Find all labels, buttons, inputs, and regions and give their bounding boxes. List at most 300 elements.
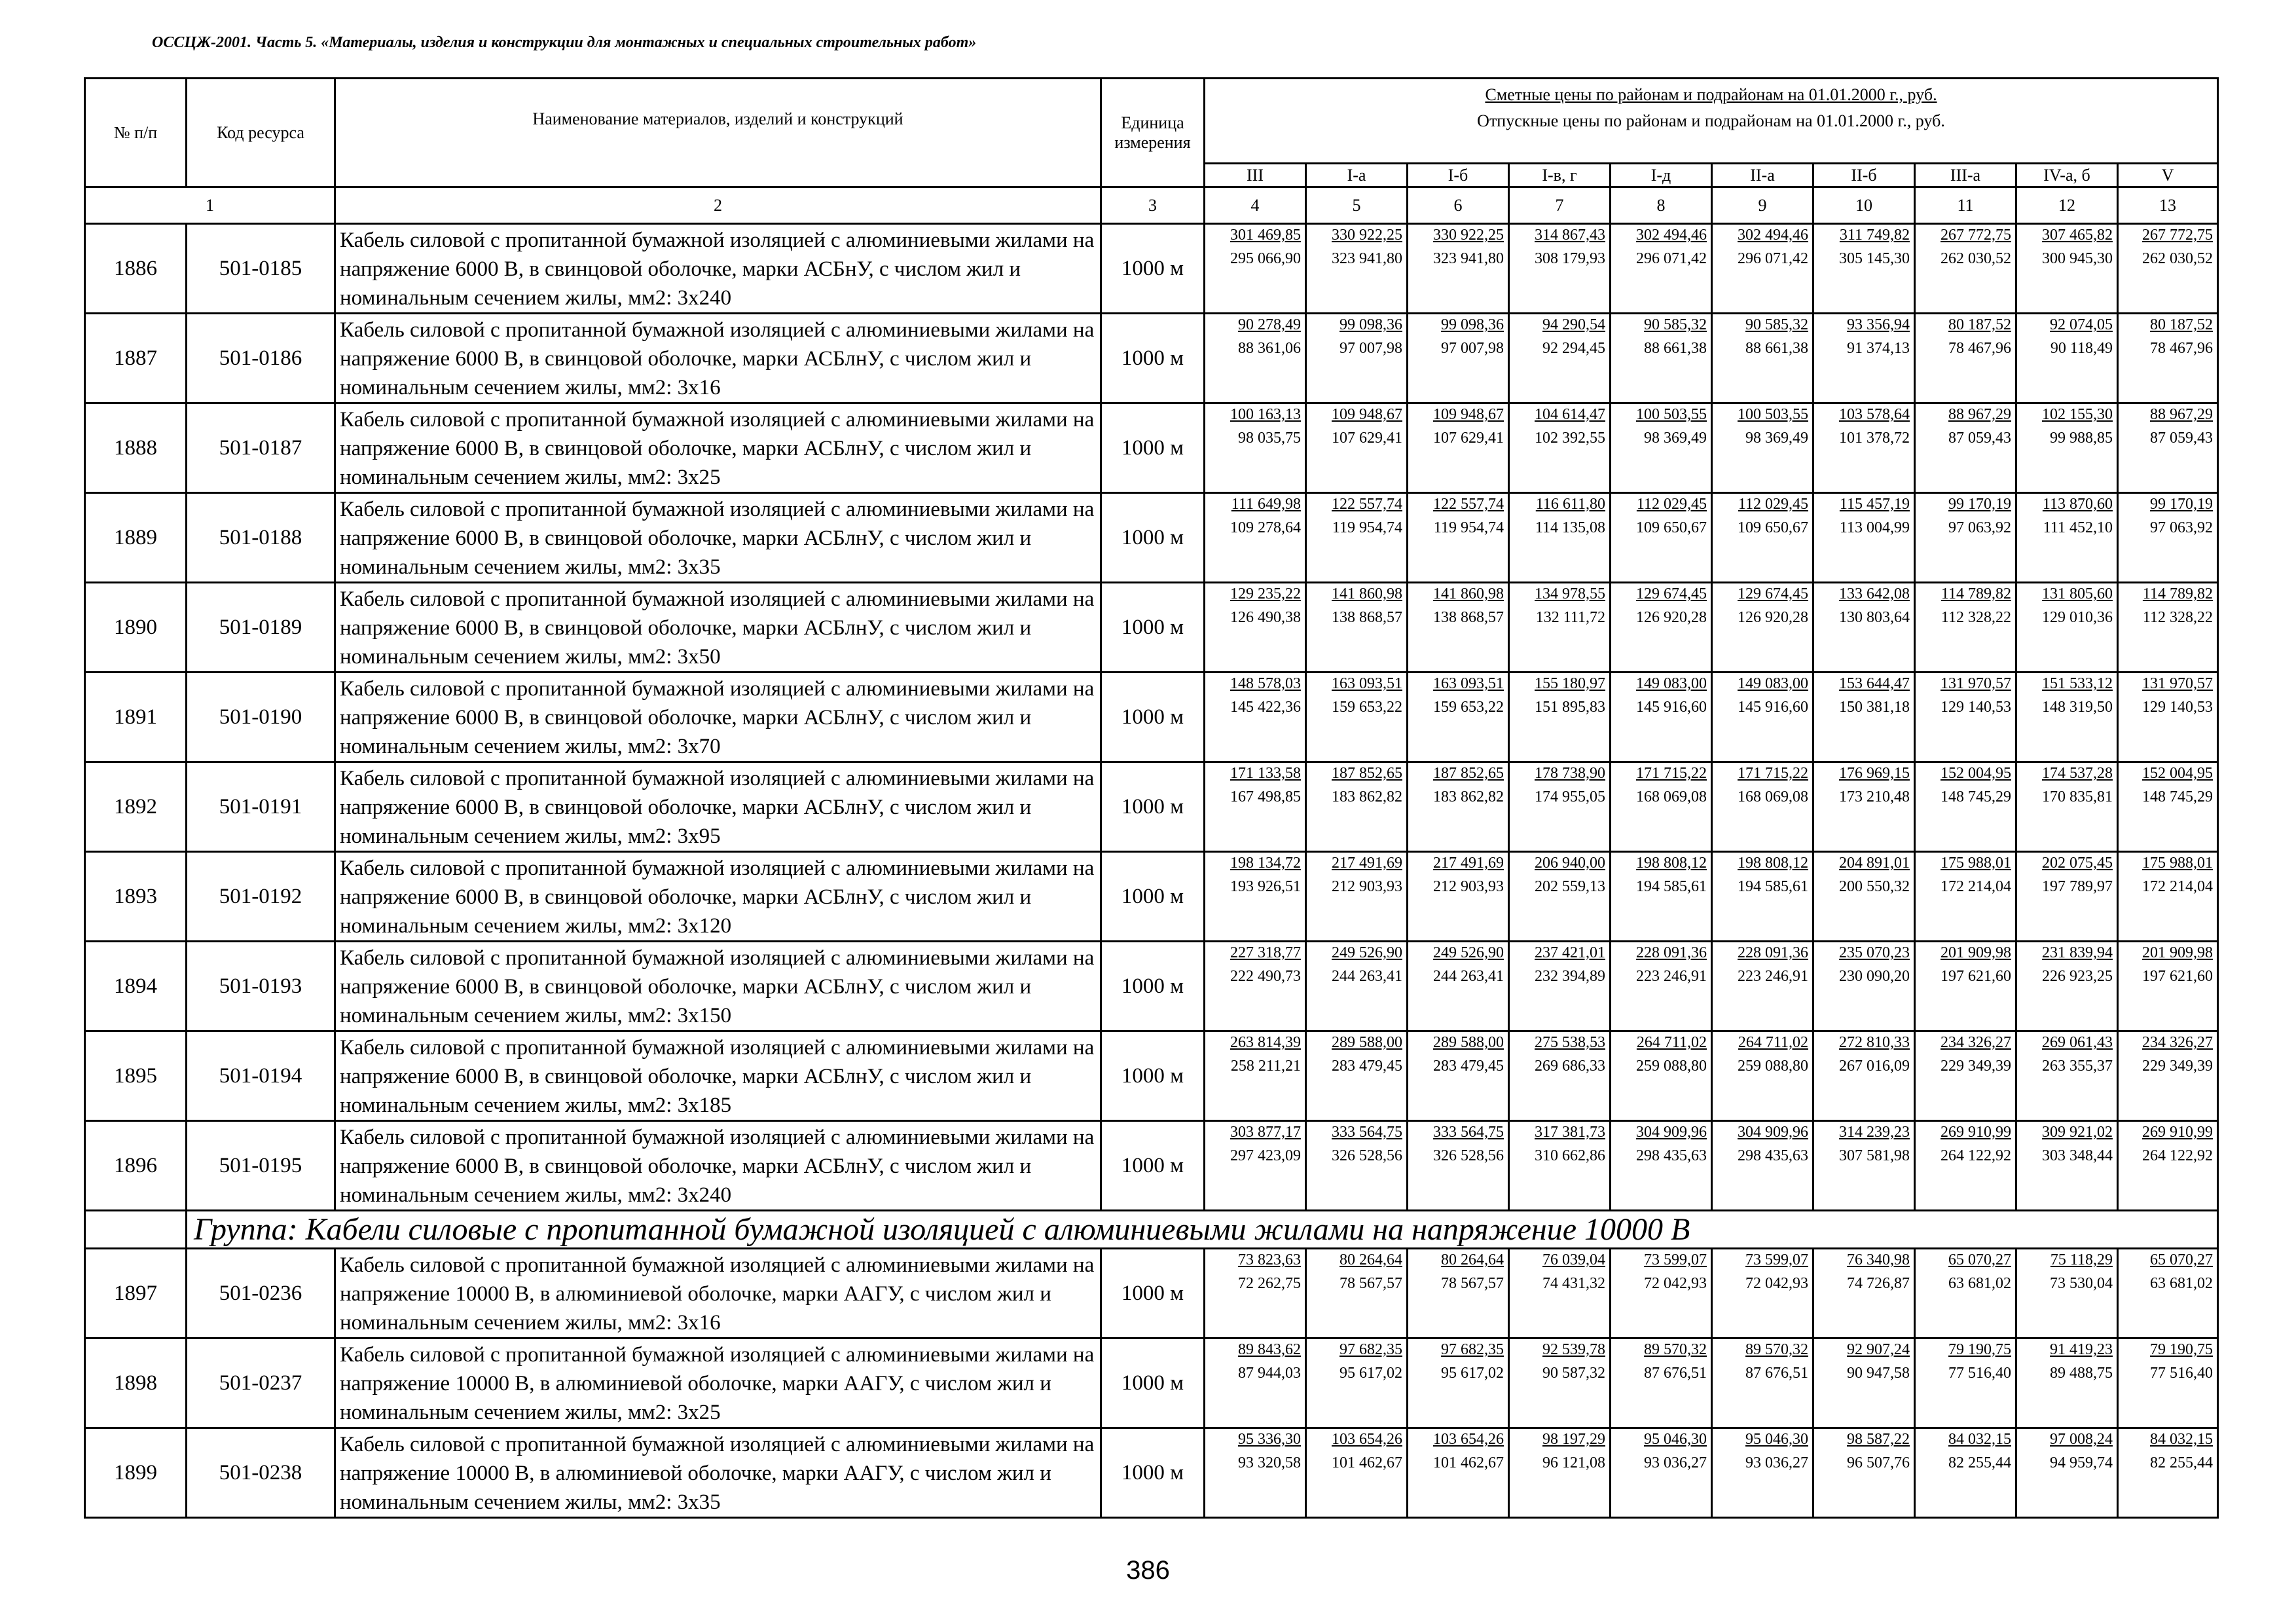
column-number: 11 bbox=[1915, 187, 2016, 224]
estimate-price: 79 190,75 bbox=[1948, 1341, 2011, 1358]
release-price: 96 121,08 bbox=[1542, 1454, 1605, 1471]
estimate-price: 129 674,45 bbox=[1636, 585, 1707, 602]
price-cell bbox=[1205, 852, 1306, 942]
estimate-price: 149 083,00 bbox=[1738, 675, 1808, 692]
release-price: 295 066,90 bbox=[1230, 250, 1301, 267]
price-cell bbox=[1712, 942, 1813, 1031]
material-name: Кабель силовой с пропитанной бумажной изоляцией с алюминиевыми жилами на напряжение 6000 В, в свинцовой оболочке, марки АСБнУ, с числом жил и номинальным сечением жилы, мм2: 3х240 bbox=[335, 224, 1101, 314]
estimate-price: 95 046,30 bbox=[1644, 1431, 1707, 1448]
release-price: 173 210,48 bbox=[1839, 788, 1910, 805]
release-price: 307 581,98 bbox=[1839, 1147, 1910, 1164]
material-name: Кабель силовой с пропитанной бумажной изоляцией с алюминиевыми жилами на напряжение 6000 В, в свинцовой оболочке, марки АСБлнУ, с числом жил и номинальным сечением жилы, мм2: 3х25 bbox=[335, 403, 1101, 493]
release-price: 138 868,57 bbox=[1433, 609, 1504, 626]
estimate-price: 122 557,74 bbox=[1433, 496, 1504, 513]
price-cell bbox=[1813, 1031, 1915, 1121]
estimate-price: 314 239,23 bbox=[1839, 1124, 1910, 1141]
estimate-price: 97 008,24 bbox=[2050, 1431, 2113, 1448]
estimate-price: 89 570,32 bbox=[1644, 1341, 1707, 1358]
release-price: 229 349,39 bbox=[1941, 1058, 2011, 1075]
estimate-price: 148 578,03 bbox=[1230, 675, 1301, 692]
price-cell bbox=[1205, 1338, 1306, 1428]
estimate-price: 153 644,47 bbox=[1839, 675, 1910, 692]
estimate-price: 302 494,46 bbox=[1636, 227, 1707, 244]
table-row bbox=[85, 1249, 2218, 1338]
release-price: 194 585,61 bbox=[1738, 878, 1808, 895]
release-price: 93 036,27 bbox=[1644, 1454, 1707, 1471]
estimate-price: 115 457,19 bbox=[1839, 496, 1910, 513]
header-prices bbox=[1205, 79, 2218, 164]
estimate-price: 249 526,90 bbox=[1433, 944, 1504, 961]
material-name: Кабель силовой с пропитанной бумажной изоляцией с алюминиевыми жилами на напряжение 10000 В, в алюминиевой оболочке, марки ААГУ, с числом жил и номинальным сечением жилы, мм2: 3х35 bbox=[335, 1428, 1101, 1518]
release-price: 91 374,13 bbox=[1847, 340, 1910, 357]
release-price: 148 745,29 bbox=[1941, 788, 2011, 805]
release-price: 168 069,08 bbox=[1636, 788, 1707, 805]
price-cell bbox=[1712, 1338, 1813, 1428]
unit-of-measure: 1000 м bbox=[1101, 1338, 1205, 1428]
release-price: 109 650,67 bbox=[1738, 519, 1808, 536]
estimate-price: 80 187,52 bbox=[1948, 316, 2011, 333]
estimate-price: 99 098,36 bbox=[1339, 316, 1402, 333]
estimate-price: 97 682,35 bbox=[1441, 1341, 1504, 1358]
price-cell bbox=[2016, 762, 2118, 852]
resource-code: 501-0238 bbox=[187, 1428, 335, 1518]
estimate-price: 90 585,32 bbox=[1644, 316, 1707, 333]
unit-of-measure: 1000 м bbox=[1101, 852, 1205, 942]
price-cell bbox=[2016, 942, 2118, 1031]
release-price: 326 528,56 bbox=[1433, 1147, 1504, 1164]
group-title: Группа: Кабели силовые с пропитанной бумажной изоляцией с алюминиевыми жилами на напряжение 10000 В bbox=[187, 1211, 2218, 1249]
estimate-price: 231 839,94 bbox=[2042, 944, 2113, 961]
price-cell bbox=[1509, 673, 1611, 762]
price-cell bbox=[1306, 583, 1408, 673]
column-number-row bbox=[85, 187, 2218, 224]
release-price: 78 467,96 bbox=[1948, 340, 2011, 357]
column-number: 2 bbox=[335, 187, 1101, 224]
release-price: 78 567,57 bbox=[1441, 1275, 1504, 1292]
price-cell bbox=[1611, 852, 1712, 942]
release-price: 212 903,93 bbox=[1433, 878, 1504, 895]
release-price: 99 988,85 bbox=[2050, 430, 2113, 447]
price-cell bbox=[1205, 762, 1306, 852]
price-cell bbox=[1813, 493, 1915, 583]
release-price: 244 263,41 bbox=[1433, 968, 1504, 985]
unit-of-measure: 1000 м bbox=[1101, 583, 1205, 673]
estimate-price: 204 891,01 bbox=[1839, 855, 1910, 872]
estimate-price: 269 910,99 bbox=[1941, 1124, 2011, 1141]
price-cell bbox=[1509, 1121, 1611, 1211]
estimate-price: 289 588,00 bbox=[1433, 1034, 1504, 1051]
table-row bbox=[85, 852, 2218, 942]
row-number: 1898 bbox=[85, 1338, 187, 1428]
release-price: 296 071,42 bbox=[1636, 250, 1707, 267]
price-cell bbox=[1509, 1249, 1611, 1338]
table-row bbox=[85, 1338, 2218, 1428]
estimate-price: 155 180,97 bbox=[1535, 675, 1605, 692]
release-price: 159 653,22 bbox=[1433, 699, 1504, 716]
row-number: 1887 bbox=[85, 314, 187, 403]
release-price: 87 059,43 bbox=[2150, 430, 2214, 447]
district-header: I-в, г bbox=[1509, 164, 1611, 187]
estimate-price: 201 909,98 bbox=[2142, 944, 2214, 961]
price-cell bbox=[2016, 1121, 2118, 1211]
price-cell bbox=[1306, 1121, 1408, 1211]
release-price: 145 422,36 bbox=[1230, 699, 1301, 716]
price-cell bbox=[2016, 852, 2118, 942]
release-price: 97 063,92 bbox=[1948, 519, 2011, 536]
material-name: Кабель силовой с пропитанной бумажной изоляцией с алюминиевыми жилами на напряжение 6000 В, в свинцовой оболочке, марки АСБлнУ, с числом жил и номинальным сечением жилы, мм2: 3х70 bbox=[335, 673, 1101, 762]
price-cell bbox=[1813, 673, 1915, 762]
release-price: 97 063,92 bbox=[2150, 519, 2214, 536]
price-cell bbox=[1205, 1031, 1306, 1121]
table-row bbox=[85, 1428, 2218, 1518]
price-cell bbox=[1813, 1121, 1915, 1211]
release-price: 200 550,32 bbox=[1839, 878, 1910, 895]
price-cell bbox=[1611, 942, 1712, 1031]
release-price: 323 941,80 bbox=[1332, 250, 1402, 267]
table-row bbox=[85, 493, 2218, 583]
release-price: 262 030,52 bbox=[2142, 250, 2214, 267]
estimate-price: 80 187,52 bbox=[2150, 316, 2214, 333]
price-cell bbox=[1205, 942, 1306, 1031]
estimate-price: 80 264,64 bbox=[1339, 1251, 1402, 1268]
price-cell bbox=[2118, 493, 2218, 583]
estimate-price: 92 907,24 bbox=[1847, 1341, 1910, 1358]
row-number: 1893 bbox=[85, 852, 187, 942]
price-cell bbox=[1509, 224, 1611, 314]
estimate-price: 102 155,30 bbox=[2042, 406, 2113, 423]
release-price: 172 214,04 bbox=[2142, 878, 2214, 895]
estimate-price: 114 789,82 bbox=[2142, 585, 2214, 602]
release-price: 90 587,32 bbox=[1542, 1365, 1605, 1382]
price-cell bbox=[1408, 673, 1509, 762]
estimate-price: 302 494,46 bbox=[1738, 227, 1808, 244]
estimate-price: 289 588,00 bbox=[1332, 1034, 1402, 1051]
estimate-price: 267 772,75 bbox=[2142, 227, 2214, 244]
estimate-price: 263 814,39 bbox=[1230, 1034, 1301, 1051]
resource-code: 501-0236 bbox=[187, 1249, 335, 1338]
price-cell bbox=[1205, 1121, 1306, 1211]
estimate-price: 129 235,22 bbox=[1230, 585, 1301, 602]
unit-of-measure: 1000 м bbox=[1101, 942, 1205, 1031]
row-number: 1886 bbox=[85, 224, 187, 314]
price-cell bbox=[2016, 224, 2118, 314]
estimate-price: 333 564,75 bbox=[1433, 1124, 1504, 1141]
release-price: 87 059,43 bbox=[1948, 430, 2011, 447]
material-name: Кабель силовой с пропитанной бумажной изоляцией с алюминиевыми жилами на напряжение 6000 В, в свинцовой оболочке, марки АСБлнУ, с числом жил и номинальным сечением жилы, мм2: 3х16 bbox=[335, 314, 1101, 403]
row-number: 1896 bbox=[85, 1121, 187, 1211]
release-price: 107 629,41 bbox=[1433, 430, 1504, 447]
price-cell bbox=[1306, 403, 1408, 493]
estimate-price: 249 526,90 bbox=[1332, 944, 1402, 961]
estimate-price: 89 843,62 bbox=[1238, 1341, 1301, 1358]
price-cell bbox=[1306, 493, 1408, 583]
price-cell bbox=[1915, 1338, 2016, 1428]
estimate-price: 73 823,63 bbox=[1238, 1251, 1301, 1268]
price-cell bbox=[1408, 493, 1509, 583]
estimate-price: 73 599,07 bbox=[1745, 1251, 1808, 1268]
price-cell bbox=[1712, 673, 1813, 762]
header-code: Код ресурса bbox=[187, 79, 335, 187]
estimate-price: 100 503,55 bbox=[1738, 406, 1808, 423]
release-price: 262 030,52 bbox=[1941, 250, 2011, 267]
price-cell bbox=[1712, 1121, 1813, 1211]
release-price: 87 676,51 bbox=[1644, 1365, 1707, 1382]
estimate-price: 163 093,51 bbox=[1433, 675, 1504, 692]
release-price: 197 621,60 bbox=[2142, 968, 2214, 985]
price-cell bbox=[1306, 1338, 1408, 1428]
price-cell bbox=[1205, 583, 1306, 673]
estimate-price: 264 711,02 bbox=[1738, 1034, 1808, 1051]
column-number: 10 bbox=[1813, 187, 1915, 224]
header-prices-release: Отпускные цены по районам и подрайонам на 01.01.2000 г., руб. bbox=[1477, 111, 1945, 130]
district-header: II-б bbox=[1813, 164, 1915, 187]
release-price: 93 320,58 bbox=[1238, 1454, 1301, 1471]
price-cell bbox=[1306, 224, 1408, 314]
price-cell bbox=[1611, 1249, 1712, 1338]
release-price: 148 745,29 bbox=[2142, 788, 2214, 805]
column-number: 12 bbox=[2016, 187, 2118, 224]
estimate-price: 109 948,67 bbox=[1332, 406, 1402, 423]
resource-code: 501-0195 bbox=[187, 1121, 335, 1211]
price-cell bbox=[1915, 493, 2016, 583]
estimate-price: 76 039,04 bbox=[1542, 1251, 1605, 1268]
release-price: 269 686,33 bbox=[1535, 1058, 1605, 1075]
estimate-price: 228 091,36 bbox=[1636, 944, 1707, 961]
estimate-price: 98 197,29 bbox=[1542, 1431, 1605, 1448]
price-cell bbox=[1408, 1121, 1509, 1211]
price-cell bbox=[1205, 224, 1306, 314]
resource-code: 501-0194 bbox=[187, 1031, 335, 1121]
price-cell bbox=[1306, 762, 1408, 852]
release-price: 132 111,72 bbox=[1535, 609, 1605, 626]
estimate-price: 309 921,02 bbox=[2042, 1124, 2113, 1141]
price-cell bbox=[1408, 1031, 1509, 1121]
estimate-price: 314 867,43 bbox=[1535, 227, 1605, 244]
estimate-price: 206 940,00 bbox=[1535, 855, 1605, 872]
price-cell bbox=[1408, 762, 1509, 852]
table-row bbox=[85, 403, 2218, 493]
estimate-price: 237 421,01 bbox=[1535, 944, 1605, 961]
price-cell bbox=[1509, 942, 1611, 1031]
release-price: 283 479,45 bbox=[1332, 1058, 1402, 1075]
price-cell bbox=[1813, 224, 1915, 314]
unit-of-measure: 1000 м bbox=[1101, 314, 1205, 403]
release-price: 77 516,40 bbox=[1948, 1365, 2011, 1382]
estimate-price: 92 539,78 bbox=[1542, 1341, 1605, 1358]
release-price: 183 862,82 bbox=[1332, 788, 1402, 805]
price-cell bbox=[2118, 1121, 2218, 1211]
release-price: 63 681,02 bbox=[1948, 1275, 2011, 1292]
release-price: 73 530,04 bbox=[2050, 1275, 2113, 1292]
estimate-price: 95 046,30 bbox=[1745, 1431, 1808, 1448]
price-cell bbox=[1813, 852, 1915, 942]
release-price: 111 452,10 bbox=[2043, 519, 2113, 536]
estimate-price: 92 074,05 bbox=[2050, 316, 2113, 333]
estimate-price: 174 537,28 bbox=[2042, 765, 2113, 782]
column-number: 7 bbox=[1509, 187, 1611, 224]
estimate-price: 100 163,13 bbox=[1230, 406, 1301, 423]
estimate-price: 141 860,98 bbox=[1433, 585, 1504, 602]
price-cell bbox=[1509, 314, 1611, 403]
district-header: III-а bbox=[1915, 164, 2016, 187]
release-price: 170 835,81 bbox=[2042, 788, 2113, 805]
release-price: 297 423,09 bbox=[1230, 1147, 1301, 1164]
price-cell bbox=[1306, 314, 1408, 403]
estimate-price: 133 642,08 bbox=[1839, 585, 1910, 602]
resource-code: 501-0190 bbox=[187, 673, 335, 762]
table-row bbox=[85, 224, 2218, 314]
estimate-price: 111 649,98 bbox=[1231, 496, 1301, 513]
unit-of-measure: 1000 м bbox=[1101, 762, 1205, 852]
row-number: 1890 bbox=[85, 583, 187, 673]
price-cell bbox=[1915, 1249, 2016, 1338]
estimate-price: 89 570,32 bbox=[1745, 1341, 1808, 1358]
row-number: 1899 bbox=[85, 1428, 187, 1518]
unit-of-measure: 1000 м bbox=[1101, 493, 1205, 583]
district-header: I-б bbox=[1408, 164, 1509, 187]
price-cell bbox=[1712, 1031, 1813, 1121]
estimate-price: 134 978,55 bbox=[1535, 585, 1605, 602]
row-number: 1889 bbox=[85, 493, 187, 583]
release-price: 129 140,53 bbox=[2142, 699, 2214, 716]
estimate-price: 149 083,00 bbox=[1636, 675, 1707, 692]
price-cell bbox=[1205, 403, 1306, 493]
release-price: 259 088,80 bbox=[1636, 1058, 1707, 1075]
estimate-price: 103 654,26 bbox=[1332, 1431, 1402, 1448]
estimate-price: 109 948,67 bbox=[1433, 406, 1504, 423]
estimate-price: 90 278,49 bbox=[1238, 316, 1301, 333]
estimate-price: 122 557,74 bbox=[1332, 496, 1402, 513]
material-name: Кабель силовой с пропитанной бумажной изоляцией с алюминиевыми жилами на напряжение 6000 В, в свинцовой оболочке, марки АСБлнУ, с числом жил и номинальным сечением жилы, мм2: 3х50 bbox=[335, 583, 1101, 673]
estimate-price: 131 970,57 bbox=[1941, 675, 2011, 692]
price-cell bbox=[1408, 403, 1509, 493]
estimate-price: 88 967,29 bbox=[1948, 406, 2011, 423]
release-price: 296 071,42 bbox=[1738, 250, 1808, 267]
release-price: 232 394,89 bbox=[1535, 968, 1605, 985]
release-price: 101 462,67 bbox=[1433, 1454, 1504, 1471]
release-price: 63 681,02 bbox=[2150, 1275, 2214, 1292]
release-price: 88 661,38 bbox=[1745, 340, 1808, 357]
row-number: 1897 bbox=[85, 1249, 187, 1338]
material-name: Кабель силовой с пропитанной бумажной изоляцией с алюминиевыми жилами на напряжение 6000 В, в свинцовой оболочке, марки АСБлнУ, с числом жил и номинальным сечением жилы, мм2: 3х240 bbox=[335, 1121, 1101, 1211]
estimate-price: 152 004,95 bbox=[2142, 765, 2214, 782]
release-price: 167 498,85 bbox=[1230, 788, 1301, 805]
price-cell bbox=[1509, 852, 1611, 942]
release-price: 230 090,20 bbox=[1839, 968, 1910, 985]
release-price: 82 255,44 bbox=[1948, 1454, 2011, 1471]
price-cell bbox=[2016, 1338, 2118, 1428]
unit-of-measure: 1000 м bbox=[1101, 1031, 1205, 1121]
unit-of-measure: 1000 м bbox=[1101, 1249, 1205, 1338]
district-header: II-а bbox=[1712, 164, 1813, 187]
estimate-price: 114 789,82 bbox=[1941, 585, 2011, 602]
release-price: 92 294,45 bbox=[1542, 340, 1605, 357]
estimate-price: 99 170,19 bbox=[2150, 496, 2214, 513]
price-cell bbox=[1915, 673, 2016, 762]
table-row bbox=[85, 673, 2218, 762]
estimate-price: 151 533,12 bbox=[2042, 675, 2113, 692]
table-row bbox=[85, 762, 2218, 852]
estimate-price: 201 909,98 bbox=[1941, 944, 2011, 961]
release-price: 193 926,51 bbox=[1230, 878, 1301, 895]
release-price: 264 122,92 bbox=[2142, 1147, 2214, 1164]
price-cell bbox=[2118, 852, 2218, 942]
table-row bbox=[85, 1031, 2218, 1121]
district-header: I-а bbox=[1306, 164, 1408, 187]
table-row bbox=[85, 942, 2218, 1031]
material-name: Кабель силовой с пропитанной бумажной изоляцией с алюминиевыми жилами на напряжение 6000 В, в свинцовой оболочке, марки АСБлнУ, с числом жил и номинальным сечением жилы, мм2: 3х150 bbox=[335, 942, 1101, 1031]
resource-code: 501-0189 bbox=[187, 583, 335, 673]
price-cell bbox=[1306, 1031, 1408, 1121]
table-row bbox=[85, 314, 2218, 403]
release-price: 101 378,72 bbox=[1839, 430, 1910, 447]
release-price: 126 920,28 bbox=[1738, 609, 1808, 626]
unit-of-measure: 1000 м bbox=[1101, 1121, 1205, 1211]
estimate-price: 75 118,29 bbox=[2050, 1251, 2113, 1268]
release-price: 126 920,28 bbox=[1636, 609, 1707, 626]
price-cell bbox=[1509, 403, 1611, 493]
release-price: 114 135,08 bbox=[1535, 519, 1605, 536]
price-cell bbox=[2016, 1249, 2118, 1338]
release-price: 129 010,36 bbox=[2042, 609, 2113, 626]
release-price: 303 348,44 bbox=[2042, 1147, 2113, 1164]
price-cell bbox=[1408, 852, 1509, 942]
header-name: Наименование материалов, изделий и конструкций bbox=[335, 79, 1101, 187]
estimate-price: 330 922,25 bbox=[1332, 227, 1402, 244]
estimate-price: 80 264,64 bbox=[1441, 1251, 1504, 1268]
group-row bbox=[85, 1211, 2218, 1249]
price-cell bbox=[1915, 1428, 2016, 1518]
release-price: 82 255,44 bbox=[2150, 1454, 2214, 1471]
release-price: 300 945,30 bbox=[2042, 250, 2113, 267]
estimate-price: 129 674,45 bbox=[1738, 585, 1808, 602]
estimate-price: 163 093,51 bbox=[1332, 675, 1402, 692]
release-price: 308 179,93 bbox=[1535, 250, 1605, 267]
price-cell bbox=[1408, 1428, 1509, 1518]
estimate-price: 304 909,96 bbox=[1636, 1124, 1707, 1141]
estimate-price: 152 004,95 bbox=[1941, 765, 2011, 782]
estimate-price: 187 852,65 bbox=[1433, 765, 1504, 782]
estimate-price: 112 029,45 bbox=[1738, 496, 1808, 513]
release-price: 323 941,80 bbox=[1433, 250, 1504, 267]
estimate-price: 269 061,43 bbox=[2042, 1034, 2113, 1051]
estimate-price: 307 465,82 bbox=[2042, 227, 2113, 244]
material-name: Кабель силовой с пропитанной бумажной изоляцией с алюминиевыми жилами на напряжение 10000 В, в алюминиевой оболочке, марки ААГУ, с числом жил и номинальным сечением жилы, мм2: 3х16 bbox=[335, 1249, 1101, 1338]
price-cell bbox=[1509, 583, 1611, 673]
price-cell bbox=[2016, 583, 2118, 673]
release-price: 96 507,76 bbox=[1847, 1454, 1910, 1471]
price-cell bbox=[1408, 1338, 1509, 1428]
estimate-price: 187 852,65 bbox=[1332, 765, 1402, 782]
release-price: 229 349,39 bbox=[2142, 1058, 2214, 1075]
estimate-price: 264 711,02 bbox=[1636, 1034, 1707, 1051]
estimate-price: 269 910,99 bbox=[2142, 1124, 2214, 1141]
estimate-price: 73 599,07 bbox=[1644, 1251, 1707, 1268]
release-price: 172 214,04 bbox=[1941, 878, 2011, 895]
price-cell bbox=[1813, 1249, 1915, 1338]
release-price: 119 954,74 bbox=[1433, 519, 1504, 536]
resource-code: 501-0237 bbox=[187, 1338, 335, 1428]
release-price: 145 916,60 bbox=[1738, 699, 1808, 716]
release-price: 112 328,22 bbox=[1941, 609, 2011, 626]
release-price: 94 959,74 bbox=[2050, 1454, 2113, 1471]
release-price: 89 488,75 bbox=[2050, 1365, 2113, 1382]
unit-of-measure: 1000 м bbox=[1101, 224, 1205, 314]
release-price: 258 211,21 bbox=[1230, 1058, 1301, 1075]
price-cell bbox=[1205, 1428, 1306, 1518]
price-cell bbox=[1611, 314, 1712, 403]
row-number: 1895 bbox=[85, 1031, 187, 1121]
